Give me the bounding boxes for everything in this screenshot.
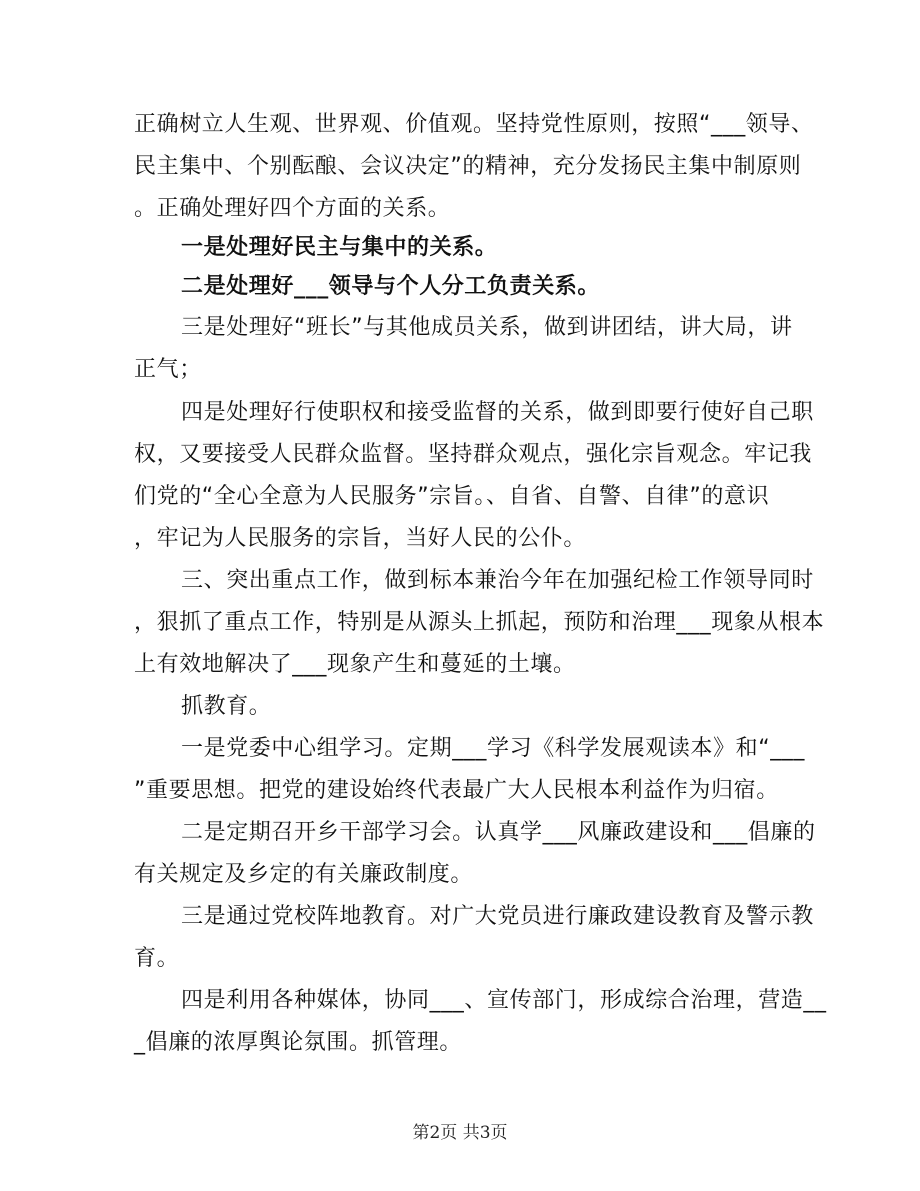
text-line: 有关规定及乡定的有关廉政制度。	[134, 862, 474, 887]
text-line: ，牢记为人民服务的宗旨，当好人民的公仆。	[134, 526, 587, 551]
text-line: ，狠抓了重点工作，特别是从源头上抓起，预防和治理___现象从根本	[134, 610, 825, 635]
text-line: 正气；	[134, 357, 202, 382]
text-line: 四是处理好行使职权和接受监督的关系，做到即要行使好自己职	[181, 400, 814, 425]
text-line: 三是处理好“班长”与其他成员关系，做到讲团结，讲大局，讲	[181, 315, 793, 340]
text-line: _倡廉的浓厚舆论氛围。抓管理。	[134, 1030, 463, 1055]
text-line: 三、突出重点工作，做到标本兼治今年在加强纪检工作领导同时	[181, 568, 814, 593]
text-line: 抓教育。	[181, 694, 272, 719]
text-line: 上有效地解决了___现象产生和蔓延的土壤。	[134, 652, 576, 677]
text-line: 权，又要接受人民群众监督。坚持群众观点，强化宗旨观念。牢记我	[134, 442, 813, 467]
text-line: 二是定期召开乡干部学习会。认真学___风廉政建设和___倡廉的	[181, 820, 816, 845]
text-line: 们党的“全心全意为人民服务”宗旨。、自省、自警、自律”的意识	[134, 484, 770, 509]
text-line: 三是通过党校阵地教育。对广大党员进行廉政建设教育及警示教	[181, 904, 814, 929]
text-line: 一是党委中心组学习。定期___学习《科学发展观读本》和“___	[181, 736, 805, 761]
text-line: 。正确处理好四个方面的关系。	[134, 196, 451, 221]
page-number-footer: 第2页 共3页	[412, 1123, 508, 1143]
text-line: 民主集中、个别酝酿、会议决定”的精神，充分发扬民主集中制原则	[134, 154, 802, 179]
text-line: 四是利用各种媒体，协同___、宣传部门，形成综合治理，营造__	[181, 988, 827, 1013]
bold-heading-line: 二是处理好___领导与个人分工负责关系。	[181, 274, 601, 299]
text-line: 育。	[134, 946, 180, 971]
bold-heading-line: 一是处理好民主与集中的关系。	[181, 235, 498, 260]
text-line: 正确树立人生观、世界观、价值观。坚持党性原则，按照“___领导、	[134, 112, 814, 137]
text-line: ”重要思想。把党的建设始终代表最广大人民根本利益作为归宿。	[134, 778, 779, 803]
